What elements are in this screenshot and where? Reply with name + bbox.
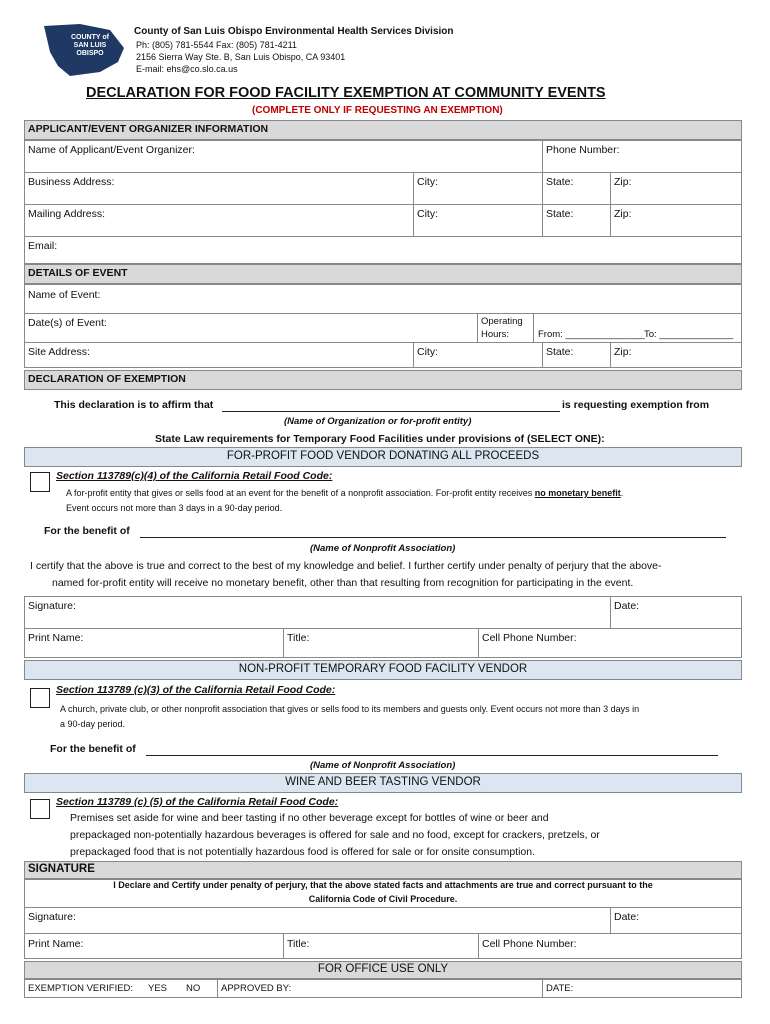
wine-heading: WINE AND BEER TASTING VENDOR bbox=[24, 773, 742, 793]
applicant-fields-box bbox=[24, 140, 742, 264]
forprofit-description-1: A for-profit entity that gives or sells food at an event for the benefit of a nonprofit association. For-profit entity receives no monetary benefit. bbox=[66, 488, 624, 498]
forprofit-heading: FOR-PROFIT FOOD VENDOR DONATING ALL PROCEEDS bbox=[24, 447, 742, 467]
hours-to-field[interactable]: To: ______________ bbox=[644, 329, 734, 340]
event-fields-box bbox=[24, 284, 742, 368]
agency-phone-fax: Ph: (805) 781-5544 Fax: (805) 781-4211 bbox=[136, 40, 297, 50]
forprofit-nonprofit-caption: (Name of Nonprofit Association) bbox=[310, 543, 456, 554]
mailing-state-field[interactable]: State: bbox=[546, 208, 574, 220]
forprofit-certify-2: named for-profit entity will receive no monetary benefit, other than that resulting from recognition for participating in the event. bbox=[52, 577, 634, 589]
email-field[interactable]: Email: bbox=[28, 240, 58, 252]
wine-description-2: prepackaged non-potentially hazardous beverages is offered for sale and no food, except for crackers, pretzels, or bbox=[70, 829, 600, 841]
final-print-name-field[interactable]: Print Name: bbox=[28, 938, 84, 950]
operating-hours-label-2: Hours: bbox=[481, 329, 509, 340]
declare-text-1: I Declare and Certify under penalty of perjury, that the above stated facts and attachments are true and correct pursuant to the bbox=[113, 880, 653, 890]
business-state-field[interactable]: State: bbox=[546, 176, 574, 188]
verified-no-option[interactable]: NO bbox=[186, 983, 201, 994]
office-heading: FOR OFFICE USE ONLY bbox=[24, 961, 742, 979]
wine-checkbox[interactable] bbox=[30, 799, 50, 819]
business-zip-field[interactable]: Zip: bbox=[614, 176, 632, 188]
nonprofit-benefit-label: For the benefit of bbox=[50, 743, 136, 755]
applicant-heading: APPLICANT/EVENT ORGANIZER INFORMATION bbox=[24, 120, 742, 140]
forprofit-nonprofit-name-line[interactable] bbox=[140, 537, 726, 538]
business-city-field[interactable]: City: bbox=[417, 176, 438, 188]
form-subtitle: (COMPLETE ONLY IF REQUESTING AN EXEMPTION) bbox=[252, 105, 503, 116]
site-address-field[interactable]: Site Address: bbox=[28, 346, 90, 358]
forprofit-description-2: Event occurs not more than 3 days in a 90-day period. bbox=[66, 503, 283, 513]
state-law-text: State Law requirements for Temporary Food Facilities under provisions of (SELECT ONE): bbox=[155, 433, 605, 445]
wine-section: Section 113789 (c) (5) of the California Retail Food Code: bbox=[56, 796, 339, 808]
affirm-end-text: is requesting exemption from bbox=[562, 399, 710, 411]
operating-hours-label-1: Operating bbox=[481, 316, 523, 327]
site-city-field[interactable]: City: bbox=[417, 346, 438, 358]
nonprofit-section: Section 113789 (c)(3) of the California Retail Food Code: bbox=[56, 684, 336, 696]
event-heading: DETAILS OF EVENT bbox=[24, 264, 742, 284]
forprofit-section: Section 113789(c)(4) of the California Retail Food Code: bbox=[56, 470, 333, 482]
business-address-field[interactable]: Business Address: bbox=[28, 176, 115, 188]
forprofit-checkbox[interactable] bbox=[30, 472, 50, 492]
signature-heading: SIGNATURE bbox=[24, 861, 742, 879]
forprofit-signature-field[interactable]: Signature: bbox=[28, 600, 76, 612]
nonprofit-checkbox[interactable] bbox=[30, 688, 50, 708]
wine-description-3: prepackaged food that is not potentially hazardous food is offered for sale or for onsite consumption. bbox=[70, 846, 536, 858]
form-title: DECLARATION FOR FOOD FACILITY EXEMPTION AT COMMUNITY EVENTS bbox=[86, 85, 606, 101]
agency-email: E-mail: ehs@co.slo.ca.us bbox=[136, 64, 238, 74]
mailing-city-field[interactable]: City: bbox=[417, 208, 438, 220]
declaration-heading: DECLARATION OF EXEMPTION bbox=[24, 370, 742, 390]
wine-description-1: Premises set aside for wine and beer tasting if no other beverage except for bottles of wine or beer and bbox=[70, 812, 549, 824]
applicant-phone-field[interactable]: Phone Number: bbox=[546, 144, 620, 156]
final-title-field[interactable]: Title: bbox=[287, 938, 310, 950]
forprofit-date-field[interactable]: Date: bbox=[614, 600, 640, 612]
mailing-zip-field[interactable]: Zip: bbox=[614, 208, 632, 220]
nonprofit-description-1: A church, private club, or other nonprofit association that gives or sells food to its members and guests only. Event occurs not more than 3 days in bbox=[60, 704, 640, 714]
exemption-verified-label: EXEMPTION VERIFIED: bbox=[28, 983, 134, 994]
nonprofit-heading: NON-PROFIT TEMPORARY FOOD FACILITY VENDOR bbox=[24, 660, 742, 680]
nonprofit-description-2: a 90-day period. bbox=[60, 719, 126, 729]
final-cell-field[interactable]: Cell Phone Number: bbox=[482, 938, 577, 950]
declare-text-2: California Code of Civil Procedure. bbox=[308, 894, 458, 904]
county-logo bbox=[40, 22, 126, 78]
organization-name-line[interactable] bbox=[222, 411, 560, 412]
forprofit-print-name-field[interactable]: Print Name: bbox=[28, 632, 84, 644]
forprofit-cell-field[interactable]: Cell Phone Number: bbox=[482, 632, 577, 644]
hours-from-field[interactable]: From: _______________ bbox=[538, 329, 645, 340]
agency-address: 2156 Sierra Way Ste. B, San Luis Obispo, CA 93401 bbox=[136, 52, 346, 62]
forprofit-certify-1: I certify that the above is true and correct to the best of my knowledge and belief. I further certify under penalty of perjury that the above- bbox=[30, 560, 662, 572]
affirm-start-text: This declaration is to affirm that bbox=[54, 399, 214, 411]
site-state-field[interactable]: State: bbox=[546, 346, 574, 358]
event-dates-field[interactable]: Date(s) of Event: bbox=[28, 317, 107, 329]
agency-name: County of San Luis Obispo Environmental Health Services Division bbox=[134, 26, 454, 37]
nonprofit-name-line[interactable] bbox=[146, 755, 718, 756]
final-date-field[interactable]: Date: bbox=[614, 911, 640, 923]
final-signature-field[interactable]: Signature: bbox=[28, 911, 76, 923]
approved-by-field[interactable]: APPROVED BY: bbox=[221, 983, 292, 994]
forprofit-benefit-label: For the benefit of bbox=[44, 525, 130, 537]
event-name-field[interactable]: Name of Event: bbox=[28, 289, 101, 301]
office-date-field[interactable]: DATE: bbox=[546, 983, 574, 994]
applicant-name-field[interactable]: Name of Applicant/Event Organizer: bbox=[28, 144, 195, 156]
logo-text: COUNTY of SAN LUIS OBISPO bbox=[71, 34, 109, 57]
forprofit-title-field[interactable]: Title: bbox=[287, 632, 310, 644]
mailing-address-field[interactable]: Mailing Address: bbox=[28, 208, 106, 220]
site-zip-field[interactable]: Zip: bbox=[614, 346, 632, 358]
organization-caption: (Name of Organization or for-profit entity) bbox=[284, 416, 472, 427]
verified-yes-option[interactable]: YES bbox=[148, 983, 168, 994]
nonprofit-caption: (Name of Nonprofit Association) bbox=[310, 760, 456, 771]
